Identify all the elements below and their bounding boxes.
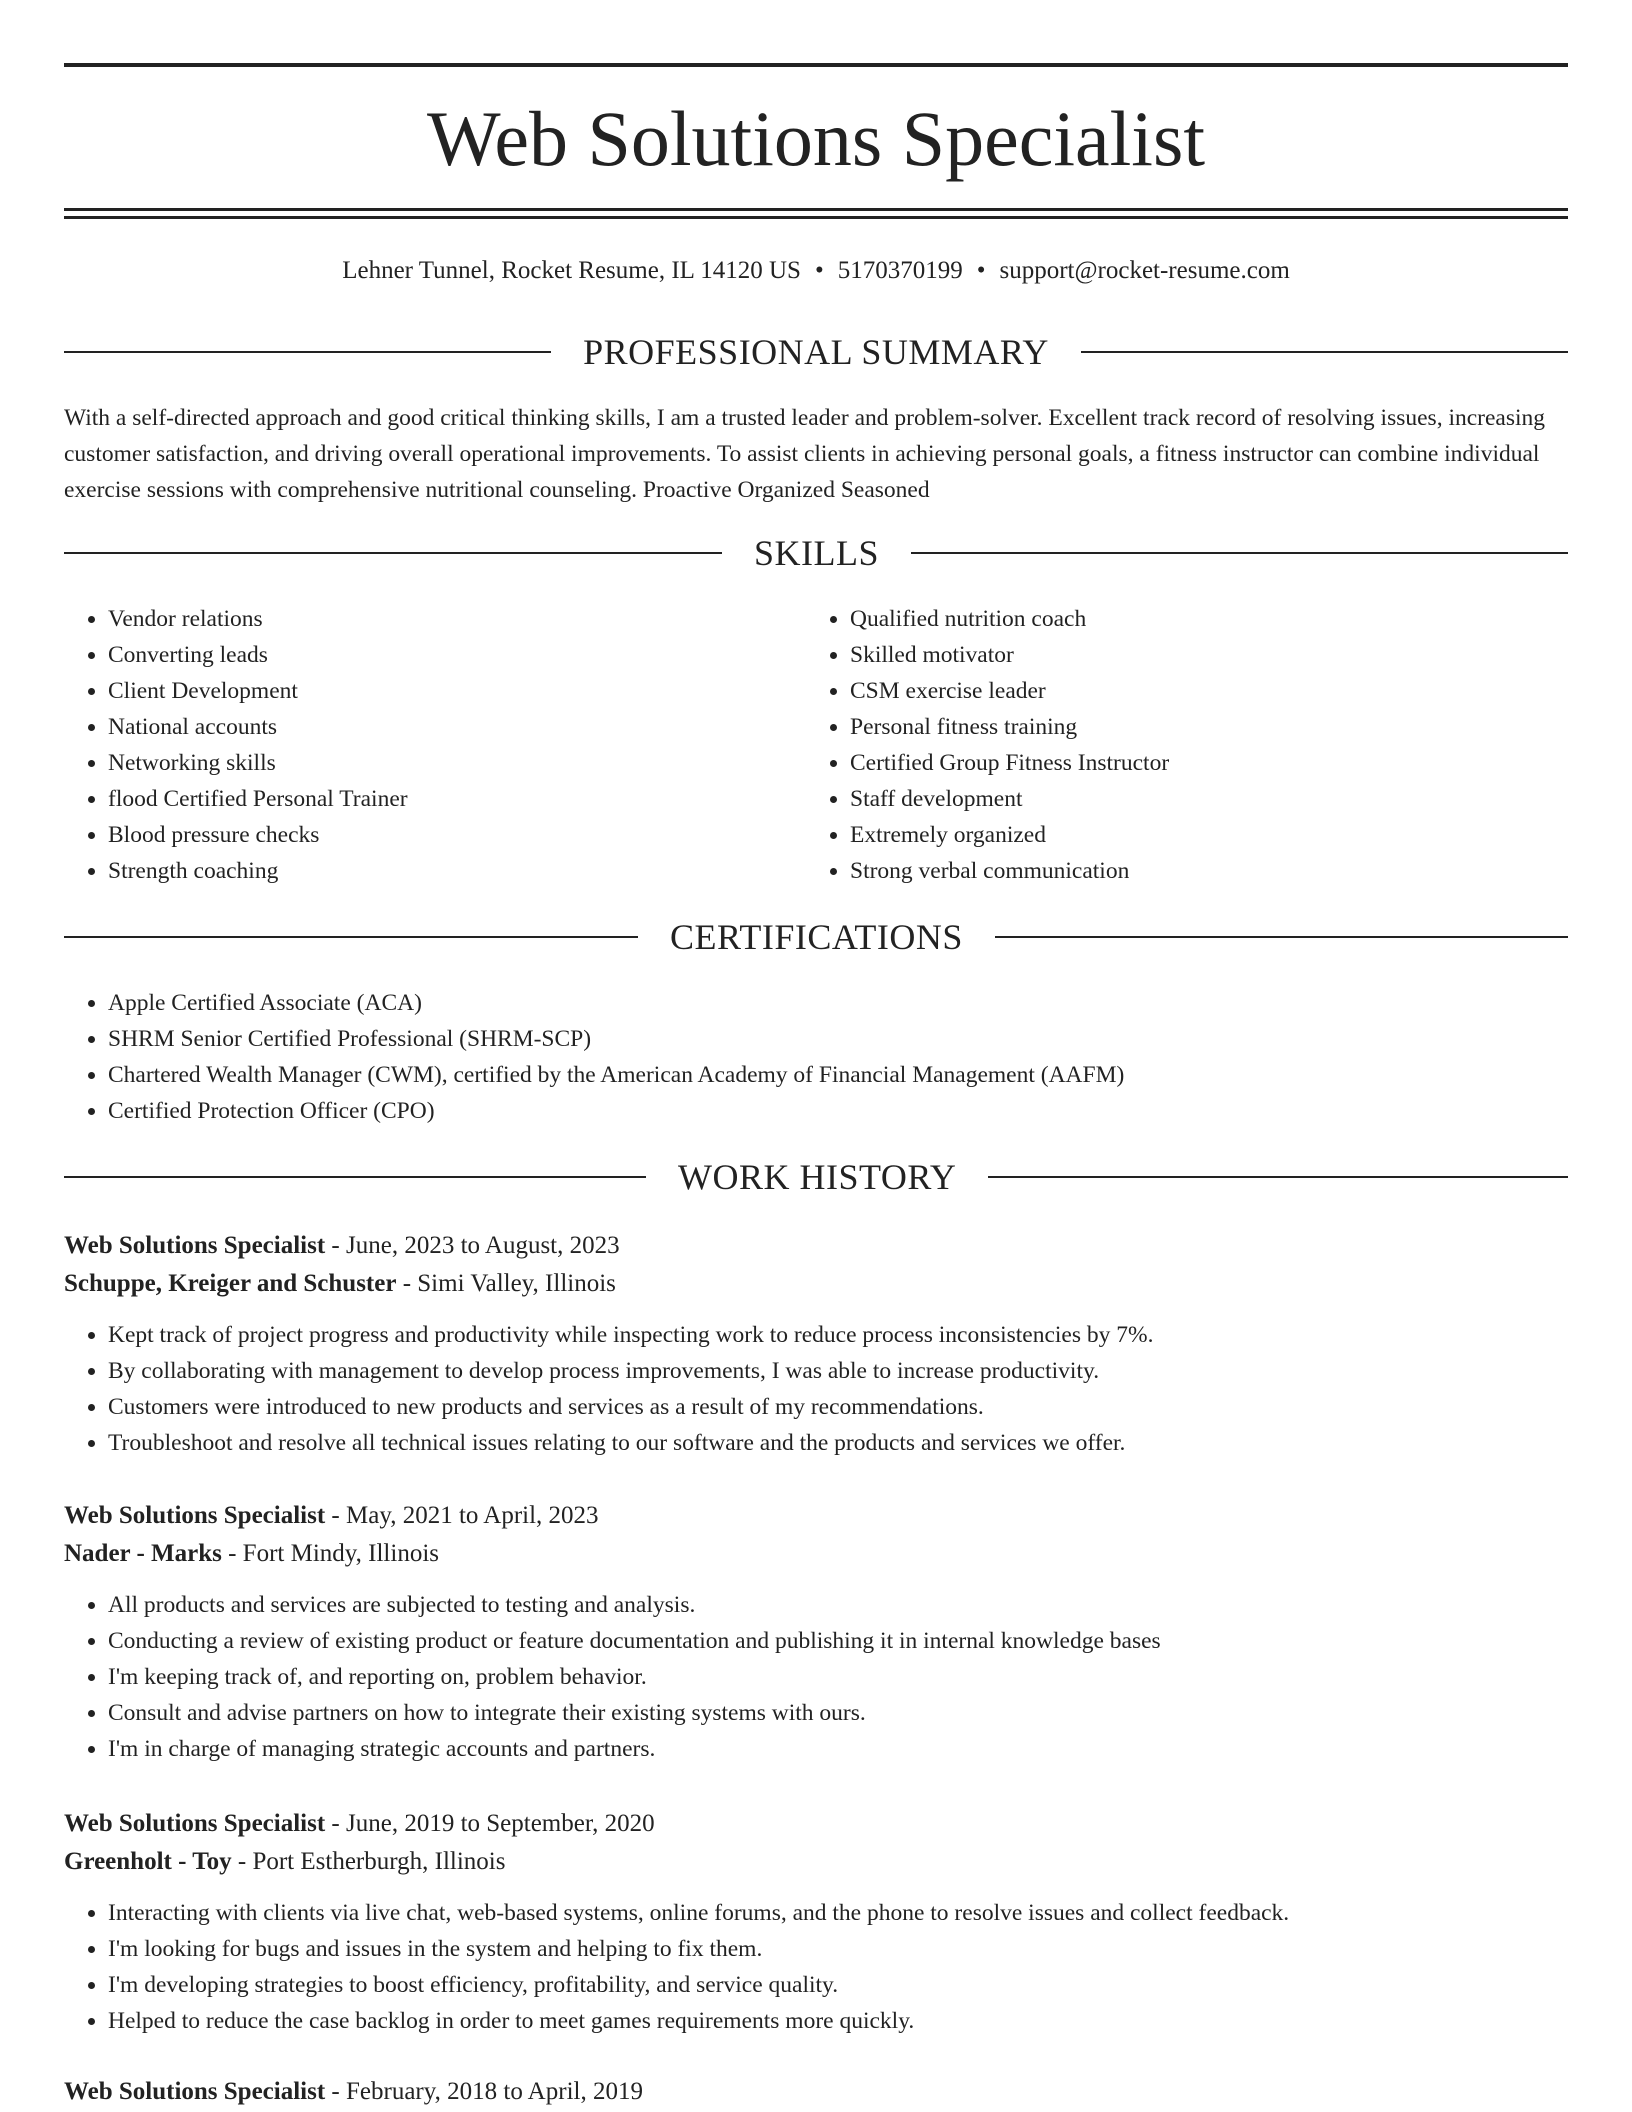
job-company: Schuppe, Kreiger and Schuster	[64, 1270, 397, 1297]
job-entry	[64, 1227, 1568, 1461]
job-title-line	[64, 2073, 1568, 2111]
job-title: Web Solutions Specialist	[64, 2078, 326, 2105]
job-entry	[64, 1497, 1568, 1767]
job-company: Nader - Marks	[64, 1540, 222, 1567]
skills-heading	[64, 531, 1568, 575]
skill-item: • Skilled motivator	[850, 637, 1566, 673]
job-company-line	[64, 1535, 1568, 1573]
skill-item: • National accounts	[108, 709, 804, 745]
certifications-list	[64, 985, 1568, 1129]
skill-item: • Converting leads	[108, 637, 804, 673]
heading-rule	[64, 552, 722, 554]
heading-rule	[988, 1176, 1568, 1178]
job-title: Web Solutions Specialist	[64, 1232, 326, 1259]
skill-item: • Extremely organized	[850, 817, 1566, 853]
heading-rule	[995, 936, 1568, 938]
job-bullet: • Customers were introduced to new products and services as a result of my recommendations.	[108, 1389, 1568, 1425]
summary-text: With a self-directed approach and good critical thinking skills, I am a trusted leader and problem-solver. Excellent track record of resolving issues, increasing customer satisfaction, and driving overall operational improvements. To assist clients in achieving personal goals, a fitness instructor can combine individual exercise sessions with comprehensive nutritional counseling. Proactive Organized Seasoned	[64, 405, 1546, 503]
title-rule-lower	[64, 216, 1568, 219]
job-location: - Port Estherburgh, Illinois	[231, 1848, 506, 1875]
job-company-line	[64, 1265, 1568, 1303]
heading-rule	[64, 351, 551, 353]
job-bullet: • Interacting with clients via live chat, web-based systems, online forums, and the phone to resolve issues and collect feedback.	[108, 1895, 1568, 1931]
job-bullet: • Consult and advise partners on how to integrate their existing systems with ours.	[108, 1695, 1568, 1731]
job-bullet: • All products and services are subjected to testing and analysis.	[108, 1587, 1568, 1623]
skill-item: • Vendor relations	[108, 601, 804, 637]
certification-item: • Chartered Wealth Manager (CWM), certified by the American Academy of Financial Management (AAFM)	[108, 1057, 1568, 1093]
contact-email: support@rocket-resume.com	[999, 257, 1290, 284]
skill-item: • Certified Group Fitness Instructor	[850, 745, 1566, 781]
job-bullet: • Helped to reduce the case backlog in order to meet games requirements more quickly.	[108, 2003, 1568, 2039]
job-bullet: • I'm in charge of managing strategic accounts and partners.	[108, 1731, 1568, 1767]
certifications-heading-label: CERTIFICATIONS	[670, 917, 963, 957]
title-rule-upper	[64, 208, 1568, 211]
resume-title: Web Solutions Specialist	[426, 95, 1206, 182]
job-bullet: • I'm keeping track of, and reporting on, problem behavior.	[108, 1659, 1568, 1695]
job-entry	[64, 1805, 1568, 2039]
certification-item: • SHRM Senior Certified Professional (SHRM-SCP)	[108, 1021, 1568, 1057]
job-bullet: • Kept track of project progress and productivity while inspecting work to reduce process inconsistencies by 7%.	[108, 1317, 1568, 1353]
job-company-line	[64, 1843, 1568, 1881]
job-bullet: • I'm developing strategies to boost efficiency, profitability, and service quality.	[108, 1967, 1568, 2003]
skill-item: • Strong verbal communication	[850, 853, 1566, 889]
contact-separator: •	[976, 257, 986, 284]
certification-item: • Certified Protection Officer (CPO)	[108, 1093, 1568, 1129]
contact-line	[64, 253, 1568, 289]
skills-heading-label: SKILLS	[754, 533, 880, 573]
skills-column-right	[806, 601, 1566, 889]
heading-rule	[64, 936, 638, 938]
skill-item: • CSM exercise leader	[850, 673, 1566, 709]
work-history-heading-label: WORK HISTORY	[678, 1157, 957, 1197]
skill-item: • Personal fitness training	[850, 709, 1566, 745]
certification-item: • Apple Certified Associate (ACA)	[108, 985, 1568, 1021]
job-title-line	[64, 1805, 1568, 1843]
certifications-heading	[64, 915, 1568, 959]
job-dates: - June, 2019 to September, 2020	[325, 1810, 655, 1837]
contact-address: Lehner Tunnel, Rocket Resume, IL 14120 US	[342, 257, 801, 284]
heading-rule	[911, 552, 1568, 554]
job-entry	[64, 2073, 1568, 2111]
job-dates: - February, 2018 to April, 2019	[325, 2078, 643, 2105]
job-location: - Fort Mindy, Illinois	[221, 1540, 439, 1567]
job-bullet: • Troubleshoot and resolve all technical issues relating to our software and the products and services we offer.	[108, 1425, 1568, 1461]
job-bullet: • I'm looking for bugs and issues in the system and helping to fix them.	[108, 1931, 1568, 1967]
top-rule	[64, 63, 1568, 67]
work-history-heading	[64, 1155, 1568, 1199]
summary-heading-label: PROFESSIONAL SUMMARY	[583, 332, 1049, 372]
job-dates: - June, 2023 to August, 2023	[325, 1232, 620, 1259]
contact-phone: 5170370199	[837, 257, 963, 284]
contact-separator: •	[814, 257, 824, 284]
skill-item: • Qualified nutrition coach	[850, 601, 1566, 637]
job-title: Web Solutions Specialist	[64, 1502, 326, 1529]
skill-item: • Networking skills	[108, 745, 804, 781]
skill-item: • Blood pressure checks	[108, 817, 804, 853]
heading-rule	[64, 1176, 646, 1178]
job-title-line	[64, 1227, 1568, 1265]
skill-item: • Strength coaching	[108, 853, 804, 889]
skill-item: • flood Certified Personal Trainer	[108, 781, 804, 817]
job-bullet: • By collaborating with management to develop process improvements, I was able to increase productivity.	[108, 1353, 1568, 1389]
job-dates: - May, 2021 to April, 2023	[325, 1502, 599, 1529]
summary-heading	[64, 330, 1568, 374]
job-bullet: • Conducting a review of existing product or feature documentation and publishing it in internal knowledge bases	[108, 1623, 1568, 1659]
heading-rule	[1081, 351, 1568, 353]
skills-column-left	[64, 601, 804, 889]
job-company: Greenholt - Toy	[64, 1848, 232, 1875]
job-title: Web Solutions Specialist	[64, 1810, 326, 1837]
skill-item: • Client Development	[108, 673, 804, 709]
job-location: - Simi Valley, Illinois	[396, 1270, 616, 1297]
skill-item: • Staff development	[850, 781, 1566, 817]
job-title-line	[64, 1497, 1568, 1535]
